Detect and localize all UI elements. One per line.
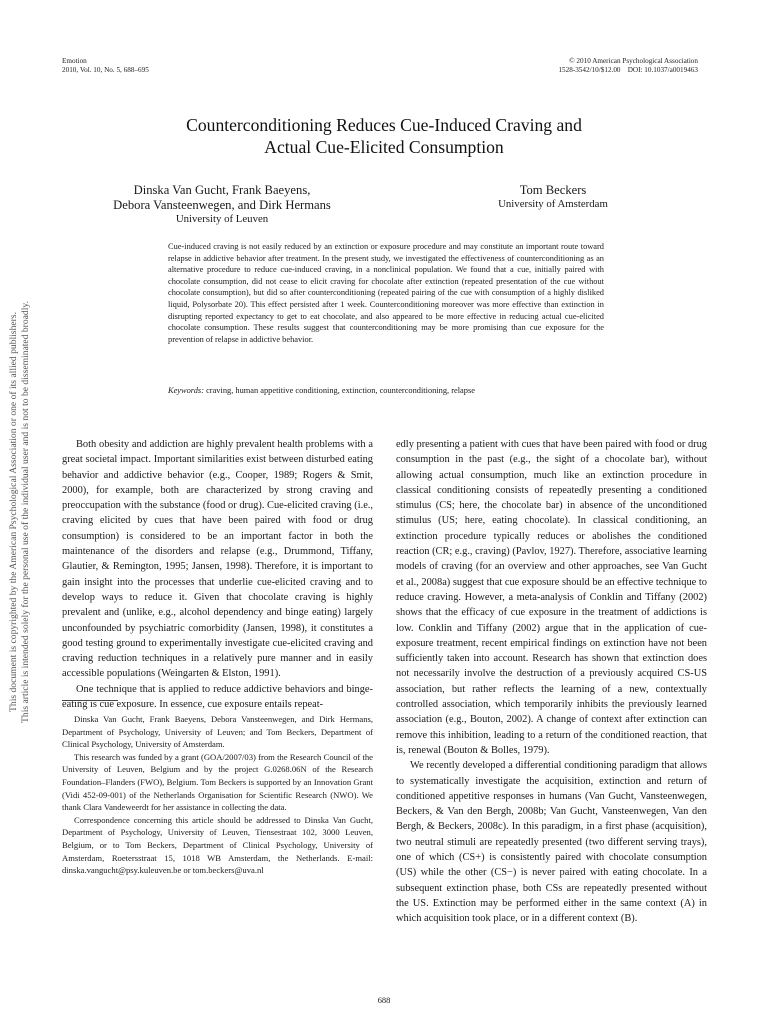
footnote-divider <box>62 700 118 701</box>
affiliation-amsterdam: University of Amsterdam <box>498 198 608 210</box>
copyright-line: © 2010 American Psychological Association <box>569 57 698 65</box>
article-title <box>0 114 768 158</box>
side-notice-line-2: This article is intended solely for the personal use of the individual user and is not to be disseminated broadly. <box>20 301 31 723</box>
journal-name: Emotion <box>62 57 87 65</box>
keywords-text: craving, human appetitive conditioning, extinction, counterconditioning, relapse <box>206 386 475 395</box>
journal-volume: 2010, Vol. 10, No. 5, 688–695 <box>62 66 149 74</box>
author-note <box>62 713 373 877</box>
running-header-left <box>62 57 149 75</box>
affiliation-leuven: University of Leuven <box>175 213 269 225</box>
authors-amsterdam <box>470 183 636 211</box>
side-notice-line-1: This document is copyrighted by the American Psychological Association or one of its allied publishers. <box>8 312 19 712</box>
keywords-label: Keywords: <box>168 386 204 395</box>
body-column-left <box>62 437 373 712</box>
author-beckers: Tom Beckers <box>519 183 587 197</box>
author-line-1: Dinska Van Gucht, Frank Baeyens, <box>133 183 311 197</box>
footnote-paragraph: Dinska Van Gucht, Frank Baeyens, Debora Vansteenwegen, and Dirk Hermans, Department of Psychology, University of Leuven; and Tom Beckers, Department of Clinical Psychology, University of Amsterdam. <box>62 714 373 750</box>
body-paragraph: One technique that is applied to reduce addictive behaviors and binge-eating is cue exposure. In essence, cue exposure entails repeat- <box>62 683 373 711</box>
body-column-right <box>396 437 707 927</box>
abstract: Cue-induced craving is not easily reduced by an extinction or exposure procedure and may constitute an important route toward relapse in addictive behavior after treatment. In the present study, we investigated the effectiveness of counterconditioning as an alternative procedure to reduce cue-induced craving, in a nonclinical population. We found that a cue, initially paired with chocolate consumption, did not cease to elicit craving for chocolate after extinction (repeated presentation of the cue without chocolate consumption), but did so after counterconditioning (repeated pairing of the cue with consumption of a highly disliked liquid, Polysorbate 20). This effect persisted after 1 week. Counterconditioning moreover was more effective than extinction in disrupting reported expectancy to get to eat chocolate, and also appeared to be more effective in reducing actual cue-elicited chocolate consumption. These results suggest that counterconditioning may be more promising than cue exposure for the prevention of relapse in addictive behavior. <box>168 242 604 344</box>
issn-doi-line: 1528-3542/10/$12.00 DOI: 10.1037/a0019463 <box>558 66 698 74</box>
page-number: 688 <box>377 996 391 1005</box>
body-paragraph: edly presenting a patient with cues that have been paired with food or drug consumption in the past (e.g., the sight of a chocolate bar), without allowing actual consumption, much like an extinction procedure in classical conditioning consists of repeatedly presenting a conditioned stimulus (CS; here, the chocolate bar) in absence of the unconditioned stimulus (US; here, eating chocolate). In classical conditioning, an extinction procedure typically reduces or abolishes the conditioned reaction (CR; e.g., craving) (Pavlov, 1927). Therefore, associative learning models of craving (for an overview and other approaches, see Van Gucht et al., 2008a) suggest that cue exposure should be an effective technique to reduce craving. However, a meta-analysis of Conklin and Tiffany (2002) shows that the efficacy of cue exposure in the treatment of addictions is low. Conklin and Tiffany (2002) argue that in the application of cue-exposure treatment, recent empirical findings on extinction have not been sufficiently taken into account. Research has shown that extinction does not necessarily involve the destruction of a previously acquired CS-US association, but rather reflects the learning of a new, contextually controlled association, which temporarily inhibits the previously learned association (e.g., Bouton, 2002). A change of context after extinction can remove this inhibition, leading to a return of the conditioned reaction, that is, renewal (Bouton & Bolles, 1979). <box>396 439 707 756</box>
keywords <box>168 385 604 396</box>
body-paragraph: Both obesity and addiction are highly prevalent health problems with a great societal impact. Important similarities exist between disturbed eating behavior and addictive behavior (e.g., Cooper, 1989; Rogers & Smit, 2000), for example, both are characterized by strong craving and preoccupation with the substance (food or drug). Cue-elicited craving (i.e., craving elicited by cues that have been paired with food or drug consumption) is considered to be an important factor in both the maintenance of the disorders and relapse (e.g., Drummond, Tiffany, Glautier, & Remington, 1995; Jansen, 1998). Therefore, it is important to gain insight into the processes that underlie cue-elicited craving and to develop ways to reduce it. Given that chocolate craving is highly prevalent and (unlike, e.g., alcohol dependency and binge eating) largely unconfounded by psychiatric comorbidity (Jansen, 1998), it constitutes a good testing ground to experimentally investigate cue-elicited craving and craving reduction techniques in a relatively pure manner and in easily accessible populations (Weingarten & Elston, 1991). <box>62 439 373 680</box>
footnote-paragraph: This research was funded by a grant (GOA/2007/03) from the Research Council of the University of Leuven, Belgium and by the project G.0268.06N of the Research Foundation–Flanders (FWO), Belgium. Tom Beckers is supported by an Innovation Grant (Vidi 452-09-001) of the Netherlands Organisation for Scientific Research (NWO). We thank Clara Vandeweerdt for her assistance in collecting the data. <box>62 751 373 813</box>
author-line-2: Debora Vansteenwegen, and Dirk Hermans <box>113 198 331 212</box>
title-line-2: Actual Cue-Elicited Consumption <box>264 137 504 157</box>
title-line-1: Counterconditioning Reduces Cue-Induced Craving and <box>186 115 582 135</box>
body-paragraph: We recently developed a differential conditioning paradigm that allows to systematically investigate the acquisition, extinction and return of conditioned appetitive responses in humans (Van Gucht, Vansteenwegen, Beckers, & Van den Bergh, 2008b; Van Gucht, Vansteenwegen, Van den Bergh, & Beckers, 2008c). In this paradigm, in a first phase (acquisition), two neutral stimuli are repeatedly presented (two different serving trays), one of which (CS+) is consistently paired with chocolate consumption (US) while the other (CS−) is never paired with eating chocolate. In a subsequent extinction phase, both CSs are repeatedly presented without the US. Extinction may be performed either in the same context (A) in which acquisition took place, or in a different context (B). <box>396 760 707 925</box>
authors-leuven <box>92 183 352 226</box>
footnote-paragraph: Correspondence concerning this article should be addressed to Dinska Van Gucht, Department of Psychology, University of Leuven, Tiensestraat 102, 3000 Leuven, Belgium, or to Tom Beckers, Department of Clinical Psychology, University of Amsterdam, Roetersstraat 15, 1018 WB Amsterdam, the Netherlands. E-mail: dinska.vangucht@psy.kuleuven.be or tom.beckers@uva.nl <box>62 814 373 876</box>
running-header-right <box>558 57 698 75</box>
